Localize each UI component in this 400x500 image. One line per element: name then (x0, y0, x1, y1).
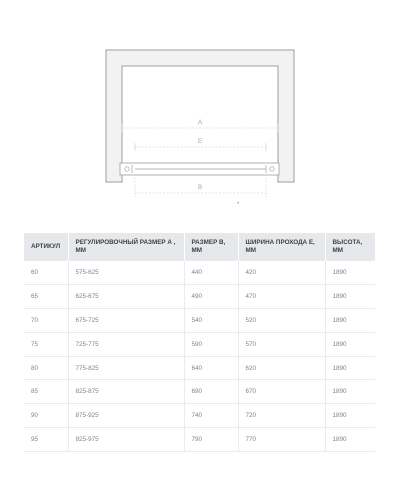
cell-size-a: 775-825 (68, 356, 184, 380)
wall-frame (106, 50, 294, 182)
cell-size-a: 725-775 (68, 332, 184, 356)
cell-article: 95 (24, 428, 68, 452)
cell-article: 70 (24, 308, 68, 332)
cell-size-a: 925-975 (68, 428, 184, 452)
cell-article: 65 (24, 284, 68, 308)
cell-width-e: 570 (238, 332, 325, 356)
cell-width-e: 420 (238, 261, 325, 284)
cell-width-e: 720 (238, 404, 325, 428)
dimension-b-label: B (197, 185, 203, 191)
cell-article: 60 (24, 261, 68, 284)
specification-table (24, 233, 375, 452)
table-header-row (24, 233, 375, 261)
table-row (24, 284, 375, 308)
cell-article: 75 (24, 332, 68, 356)
cell-height: 1890 (325, 284, 375, 308)
cell-height: 1890 (325, 261, 375, 284)
door-schematic (0, 0, 400, 225)
cell-height: 1890 (325, 380, 375, 404)
shower-door-diagram (0, 0, 400, 225)
cell-size-a: 575-625 (68, 261, 184, 284)
table-row (24, 380, 375, 404)
cell-size-b: 440 (184, 261, 238, 284)
cell-article: 85 (24, 380, 68, 404)
cell-width-e: 770 (238, 428, 325, 452)
table-row (24, 332, 375, 356)
cell-height: 1890 (325, 356, 375, 380)
cell-height: 1890 (325, 404, 375, 428)
cell-size-b: 690 (184, 380, 238, 404)
table-row (24, 428, 375, 452)
cell-width-e: 470 (238, 284, 325, 308)
cell-article: 80 (24, 356, 68, 380)
cell-size-b: 640 (184, 356, 238, 380)
cell-size-a: 625-675 (68, 284, 184, 308)
cell-width-e: 620 (238, 356, 325, 380)
header-adjustment-size-a: РЕГУЛИРОВОЧНЫЙ РАЗМЕР А , ММ (68, 233, 184, 261)
table-row (24, 404, 375, 428)
table-row (24, 308, 375, 332)
footnote-mark: * (237, 202, 240, 208)
cell-size-b: 590 (184, 332, 238, 356)
cell-width-e: 520 (238, 308, 325, 332)
cell-size-b: 540 (184, 308, 238, 332)
cell-size-a: 825-875 (68, 380, 184, 404)
header-passage-width-e: ШИРИНА ПРОХОДА Е, ММ (238, 233, 325, 261)
table-row (24, 261, 375, 284)
cell-height: 1890 (325, 428, 375, 452)
cell-width-e: 670 (238, 380, 325, 404)
cell-height: 1890 (325, 308, 375, 332)
cell-size-b: 740 (184, 404, 238, 428)
dimension-e-label: E (197, 139, 203, 145)
header-article: АРТИКУЛ (24, 233, 68, 261)
dimension-a-label: A (197, 120, 203, 126)
header-height: ВЫСОТА, ММ (325, 233, 375, 261)
cell-height: 1890 (325, 332, 375, 356)
table-row (24, 356, 375, 380)
header-size-b: РАЗМЕР В, ММ (184, 233, 238, 261)
cell-size-a: 675-725 (68, 308, 184, 332)
cell-size-a: 875-925 (68, 404, 184, 428)
cell-size-b: 490 (184, 284, 238, 308)
cell-size-b: 790 (184, 428, 238, 452)
cell-article: 90 (24, 404, 68, 428)
